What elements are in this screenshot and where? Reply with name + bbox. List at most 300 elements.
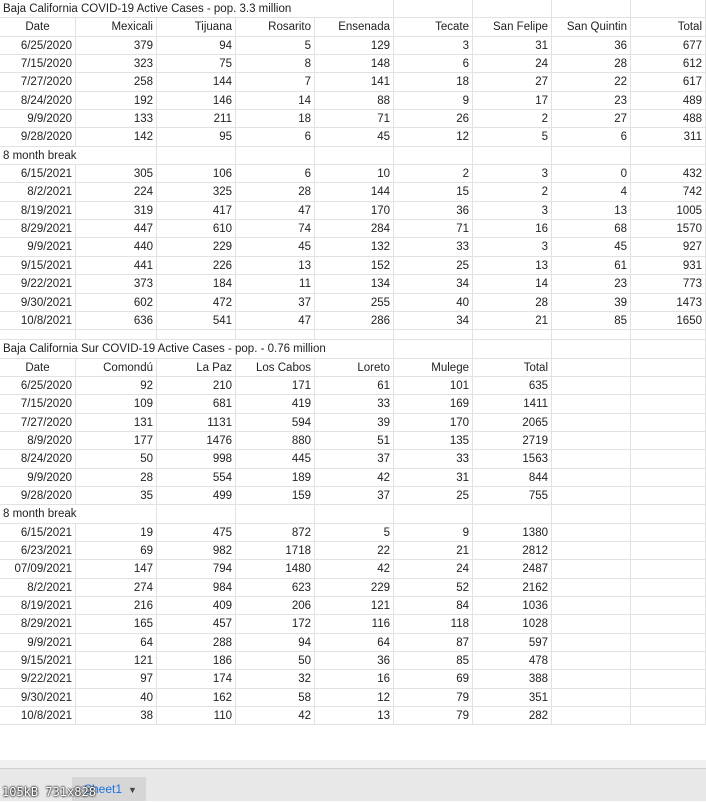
- column-header[interactable]: Mexicali: [76, 18, 157, 36]
- value-cell[interactable]: [76, 147, 157, 165]
- value-cell[interactable]: 87: [394, 634, 473, 652]
- value-cell[interactable]: [76, 505, 157, 523]
- value-cell[interactable]: 636: [76, 312, 157, 330]
- value-cell[interactable]: [552, 395, 631, 413]
- value-cell[interactable]: 27: [552, 110, 631, 128]
- cell[interactable]: [552, 340, 631, 358]
- value-cell[interactable]: 121: [76, 652, 157, 670]
- value-cell[interactable]: 142: [76, 128, 157, 146]
- value-cell[interactable]: 432: [631, 165, 706, 183]
- value-cell[interactable]: 13: [552, 202, 631, 220]
- value-cell[interactable]: 165: [76, 615, 157, 633]
- cell[interactable]: [631, 330, 706, 340]
- date-cell[interactable]: 10/8/2021: [0, 312, 76, 330]
- value-cell[interactable]: 880: [236, 432, 315, 450]
- value-cell[interactable]: 24: [394, 560, 473, 578]
- value-cell[interactable]: 216: [76, 597, 157, 615]
- value-cell[interactable]: 135: [394, 432, 473, 450]
- value-cell[interactable]: [236, 505, 315, 523]
- value-cell[interactable]: 144: [315, 183, 394, 201]
- value-cell[interactable]: 11: [236, 275, 315, 293]
- value-cell[interactable]: 94: [157, 37, 236, 55]
- value-cell[interactable]: 12: [394, 128, 473, 146]
- value-cell[interactable]: 21: [394, 542, 473, 560]
- value-cell[interactable]: 64: [315, 634, 394, 652]
- cell[interactable]: [631, 340, 706, 358]
- value-cell[interactable]: 472: [157, 294, 236, 312]
- cell[interactable]: [473, 0, 552, 18]
- value-cell[interactable]: 998: [157, 450, 236, 468]
- column-header[interactable]: Comondú: [76, 359, 157, 377]
- value-cell[interactable]: 13: [315, 707, 394, 725]
- value-cell[interactable]: 40: [76, 689, 157, 707]
- value-cell[interactable]: 24: [473, 55, 552, 73]
- value-cell[interactable]: 3: [473, 238, 552, 256]
- value-cell[interactable]: 2812: [473, 542, 552, 560]
- value-cell[interactable]: 755: [473, 487, 552, 505]
- value-cell[interactable]: 554: [157, 469, 236, 487]
- value-cell[interactable]: [315, 505, 394, 523]
- value-cell[interactable]: 189: [236, 469, 315, 487]
- value-cell[interactable]: 68: [552, 220, 631, 238]
- value-cell[interactable]: 226: [157, 257, 236, 275]
- value-cell[interactable]: [394, 147, 473, 165]
- value-cell[interactable]: 61: [552, 257, 631, 275]
- value-cell[interactable]: 33: [394, 450, 473, 468]
- cell[interactable]: [394, 340, 473, 358]
- value-cell[interactable]: [631, 487, 706, 505]
- value-cell[interactable]: 211: [157, 110, 236, 128]
- value-cell[interactable]: 379: [76, 37, 157, 55]
- date-cell[interactable]: 7/27/2020: [0, 414, 76, 432]
- value-cell[interactable]: 34: [394, 275, 473, 293]
- value-cell[interactable]: 45: [552, 238, 631, 256]
- value-cell[interactable]: 18: [236, 110, 315, 128]
- value-cell[interactable]: 38: [76, 707, 157, 725]
- value-cell[interactable]: 478: [473, 652, 552, 670]
- cell[interactable]: [394, 330, 473, 340]
- value-cell[interactable]: [394, 505, 473, 523]
- value-cell[interactable]: [631, 542, 706, 560]
- value-cell[interactable]: 26: [394, 110, 473, 128]
- value-cell[interactable]: [552, 432, 631, 450]
- value-cell[interactable]: 109: [76, 395, 157, 413]
- value-cell[interactable]: 42: [315, 469, 394, 487]
- column-header[interactable]: San Quintin: [552, 18, 631, 36]
- value-cell[interactable]: 12: [315, 689, 394, 707]
- cell[interactable]: [394, 0, 473, 18]
- value-cell[interactable]: [315, 147, 394, 165]
- value-cell[interactable]: 36: [315, 652, 394, 670]
- value-cell[interactable]: 681: [157, 395, 236, 413]
- value-cell[interactable]: 4: [552, 183, 631, 201]
- value-cell[interactable]: 129: [315, 37, 394, 55]
- value-cell[interactable]: 134: [315, 275, 394, 293]
- value-cell[interactable]: 37: [315, 487, 394, 505]
- value-cell[interactable]: 319: [76, 202, 157, 220]
- cell[interactable]: [315, 330, 394, 340]
- value-cell[interactable]: 602: [76, 294, 157, 312]
- value-cell[interactable]: [631, 469, 706, 487]
- value-cell[interactable]: 25: [394, 487, 473, 505]
- value-cell[interactable]: 13: [473, 257, 552, 275]
- value-cell[interactable]: 2: [394, 165, 473, 183]
- value-cell[interactable]: 16: [315, 670, 394, 688]
- value-cell[interactable]: 133: [76, 110, 157, 128]
- value-cell[interactable]: 45: [315, 128, 394, 146]
- date-cell[interactable]: 9/15/2021: [0, 257, 76, 275]
- value-cell[interactable]: 50: [76, 450, 157, 468]
- value-cell[interactable]: [631, 147, 706, 165]
- value-cell[interactable]: [631, 707, 706, 725]
- value-cell[interactable]: 1028: [473, 615, 552, 633]
- value-cell[interactable]: 594: [236, 414, 315, 432]
- table-title[interactable]: Baja California COVID-19 Active Cases - pop. 3.3 million: [0, 0, 315, 18]
- date-cell[interactable]: 6/25/2020: [0, 377, 76, 395]
- column-header[interactable]: Ensenada: [315, 18, 394, 36]
- value-cell[interactable]: 284: [315, 220, 394, 238]
- value-cell[interactable]: 288: [157, 634, 236, 652]
- value-cell[interactable]: 27: [473, 73, 552, 91]
- date-cell[interactable]: 9/30/2021: [0, 689, 76, 707]
- date-cell[interactable]: 8/24/2020: [0, 92, 76, 110]
- column-header[interactable]: Date: [0, 359, 76, 377]
- cell[interactable]: [76, 330, 157, 340]
- value-cell[interactable]: 5: [315, 524, 394, 542]
- value-cell[interactable]: 2065: [473, 414, 552, 432]
- value-cell[interactable]: 440: [76, 238, 157, 256]
- value-cell[interactable]: 1650: [631, 312, 706, 330]
- value-cell[interactable]: 282: [473, 707, 552, 725]
- value-cell[interactable]: 323: [76, 55, 157, 73]
- date-cell[interactable]: 8/2/2021: [0, 579, 76, 597]
- value-cell[interactable]: 617: [631, 73, 706, 91]
- value-cell[interactable]: 152: [315, 257, 394, 275]
- value-cell[interactable]: 475: [157, 524, 236, 542]
- value-cell[interactable]: 224: [76, 183, 157, 201]
- value-cell[interactable]: [631, 670, 706, 688]
- date-cell[interactable]: 9/9/2021: [0, 634, 76, 652]
- value-cell[interactable]: [552, 579, 631, 597]
- value-cell[interactable]: 169: [394, 395, 473, 413]
- value-cell[interactable]: 742: [631, 183, 706, 201]
- value-cell[interactable]: 1380: [473, 524, 552, 542]
- value-cell[interactable]: [552, 450, 631, 468]
- date-cell[interactable]: 9/28/2020: [0, 128, 76, 146]
- value-cell[interactable]: 28: [236, 183, 315, 201]
- value-cell[interactable]: 1718: [236, 542, 315, 560]
- value-cell[interactable]: 39: [552, 294, 631, 312]
- value-cell[interactable]: 141: [315, 73, 394, 91]
- value-cell[interactable]: 6: [236, 165, 315, 183]
- value-cell[interactable]: 2719: [473, 432, 552, 450]
- value-cell[interactable]: 351: [473, 689, 552, 707]
- value-cell[interactable]: 85: [552, 312, 631, 330]
- value-cell[interactable]: 1005: [631, 202, 706, 220]
- date-cell[interactable]: 9/28/2020: [0, 487, 76, 505]
- value-cell[interactable]: 74: [236, 220, 315, 238]
- value-cell[interactable]: 14: [473, 275, 552, 293]
- value-cell[interactable]: 274: [76, 579, 157, 597]
- column-header[interactable]: [631, 359, 706, 377]
- cell[interactable]: [473, 330, 552, 340]
- chevron-down-icon[interactable]: ▼: [128, 785, 137, 795]
- value-cell[interactable]: 186: [157, 652, 236, 670]
- value-cell[interactable]: 61: [315, 377, 394, 395]
- value-cell[interactable]: 172: [236, 615, 315, 633]
- value-cell[interactable]: [473, 147, 552, 165]
- date-cell[interactable]: 6/15/2021: [0, 524, 76, 542]
- value-cell[interactable]: 88: [315, 92, 394, 110]
- value-cell[interactable]: 8: [236, 55, 315, 73]
- value-cell[interactable]: 1131: [157, 414, 236, 432]
- value-cell[interactable]: 192: [76, 92, 157, 110]
- value-cell[interactable]: 229: [315, 579, 394, 597]
- value-cell[interactable]: [552, 707, 631, 725]
- value-cell[interactable]: 79: [394, 707, 473, 725]
- value-cell[interactable]: 170: [315, 202, 394, 220]
- column-header[interactable]: San Felipe: [473, 18, 552, 36]
- value-cell[interactable]: [631, 634, 706, 652]
- value-cell[interactable]: [552, 597, 631, 615]
- date-cell[interactable]: 6/25/2020: [0, 37, 76, 55]
- value-cell[interactable]: [631, 414, 706, 432]
- value-cell[interactable]: 9: [394, 524, 473, 542]
- value-cell[interactable]: 2: [473, 183, 552, 201]
- date-cell[interactable]: 8/29/2021: [0, 220, 76, 238]
- value-cell[interactable]: 7: [236, 73, 315, 91]
- column-header[interactable]: Date: [0, 18, 76, 36]
- value-cell[interactable]: 42: [236, 707, 315, 725]
- value-cell[interactable]: [552, 560, 631, 578]
- value-cell[interactable]: 148: [315, 55, 394, 73]
- value-cell[interactable]: 5: [236, 37, 315, 55]
- value-cell[interactable]: 635: [473, 377, 552, 395]
- value-cell[interactable]: 612: [631, 55, 706, 73]
- value-cell[interactable]: [236, 147, 315, 165]
- value-cell[interactable]: 37: [315, 450, 394, 468]
- value-cell[interactable]: 32: [236, 670, 315, 688]
- value-cell[interactable]: [157, 147, 236, 165]
- value-cell[interactable]: [552, 524, 631, 542]
- value-cell[interactable]: 97: [76, 670, 157, 688]
- value-cell[interactable]: 171: [236, 377, 315, 395]
- break-label[interactable]: 8 month break: [0, 505, 76, 523]
- value-cell[interactable]: 9: [394, 92, 473, 110]
- column-header[interactable]: Tijuana: [157, 18, 236, 36]
- value-cell[interactable]: 92: [76, 377, 157, 395]
- value-cell[interactable]: 35: [76, 487, 157, 505]
- value-cell[interactable]: [631, 377, 706, 395]
- value-cell[interactable]: 170: [394, 414, 473, 432]
- value-cell[interactable]: 409: [157, 597, 236, 615]
- value-cell[interactable]: 28: [76, 469, 157, 487]
- value-cell[interactable]: 931: [631, 257, 706, 275]
- value-cell[interactable]: 10: [315, 165, 394, 183]
- value-cell[interactable]: 1473: [631, 294, 706, 312]
- cell[interactable]: [0, 330, 76, 340]
- date-cell[interactable]: 8/19/2021: [0, 202, 76, 220]
- column-header[interactable]: Total: [631, 18, 706, 36]
- value-cell[interactable]: 3: [473, 202, 552, 220]
- value-cell[interactable]: 258: [76, 73, 157, 91]
- value-cell[interactable]: 39: [315, 414, 394, 432]
- value-cell[interactable]: 419: [236, 395, 315, 413]
- value-cell[interactable]: 373: [76, 275, 157, 293]
- cell[interactable]: [236, 330, 315, 340]
- value-cell[interactable]: 121: [315, 597, 394, 615]
- value-cell[interactable]: 184: [157, 275, 236, 293]
- value-cell[interactable]: 1570: [631, 220, 706, 238]
- value-cell[interactable]: 52: [394, 579, 473, 597]
- value-cell[interactable]: 58: [236, 689, 315, 707]
- value-cell[interactable]: 147: [76, 560, 157, 578]
- value-cell[interactable]: 3: [473, 165, 552, 183]
- value-cell[interactable]: [552, 487, 631, 505]
- value-cell[interactable]: 2: [473, 110, 552, 128]
- value-cell[interactable]: 144: [157, 73, 236, 91]
- value-cell[interactable]: 610: [157, 220, 236, 238]
- value-cell[interactable]: 71: [394, 220, 473, 238]
- value-cell[interactable]: 6: [236, 128, 315, 146]
- value-cell[interactable]: [631, 579, 706, 597]
- value-cell[interactable]: 110: [157, 707, 236, 725]
- value-cell[interactable]: [473, 505, 552, 523]
- date-cell[interactable]: 9/9/2021: [0, 238, 76, 256]
- value-cell[interactable]: 132: [315, 238, 394, 256]
- value-cell[interactable]: 33: [315, 395, 394, 413]
- value-cell[interactable]: 1563: [473, 450, 552, 468]
- value-cell[interactable]: 51: [315, 432, 394, 450]
- value-cell[interactable]: 69: [394, 670, 473, 688]
- value-cell[interactable]: 927: [631, 238, 706, 256]
- value-cell[interactable]: 255: [315, 294, 394, 312]
- value-cell[interactable]: 23: [552, 92, 631, 110]
- column-header[interactable]: Total: [473, 359, 552, 377]
- cell[interactable]: [552, 0, 631, 18]
- value-cell[interactable]: 325: [157, 183, 236, 201]
- cell[interactable]: [473, 340, 552, 358]
- value-cell[interactable]: 2487: [473, 560, 552, 578]
- date-cell[interactable]: 9/15/2021: [0, 652, 76, 670]
- value-cell[interactable]: 445: [236, 450, 315, 468]
- value-cell[interactable]: [552, 634, 631, 652]
- date-cell[interactable]: 9/22/2021: [0, 670, 76, 688]
- date-cell[interactable]: 8/9/2020: [0, 432, 76, 450]
- value-cell[interactable]: 101: [394, 377, 473, 395]
- date-cell[interactable]: 7/15/2020: [0, 55, 76, 73]
- value-cell[interactable]: 872: [236, 524, 315, 542]
- cell[interactable]: [631, 0, 706, 18]
- value-cell[interactable]: 0: [552, 165, 631, 183]
- value-cell[interactable]: 488: [631, 110, 706, 128]
- date-cell[interactable]: 9/9/2020: [0, 110, 76, 128]
- value-cell[interactable]: [552, 652, 631, 670]
- value-cell[interactable]: 489: [631, 92, 706, 110]
- value-cell[interactable]: 94: [236, 634, 315, 652]
- value-cell[interactable]: 36: [394, 202, 473, 220]
- value-cell[interactable]: 6: [552, 128, 631, 146]
- value-cell[interactable]: 441: [76, 257, 157, 275]
- value-cell[interactable]: 597: [473, 634, 552, 652]
- value-cell[interactable]: 984: [157, 579, 236, 597]
- cell[interactable]: [315, 0, 394, 18]
- value-cell[interactable]: 1411: [473, 395, 552, 413]
- column-header[interactable]: Rosarito: [236, 18, 315, 36]
- date-cell[interactable]: 7/15/2020: [0, 395, 76, 413]
- value-cell[interactable]: [631, 505, 706, 523]
- value-cell[interactable]: 45: [236, 238, 315, 256]
- value-cell[interactable]: 106: [157, 165, 236, 183]
- value-cell[interactable]: [631, 597, 706, 615]
- column-header[interactable]: Mulege: [394, 359, 473, 377]
- value-cell[interactable]: 19: [76, 524, 157, 542]
- value-cell[interactable]: [552, 377, 631, 395]
- value-cell[interactable]: 22: [315, 542, 394, 560]
- date-cell[interactable]: 9/22/2021: [0, 275, 76, 293]
- value-cell[interactable]: 15: [394, 183, 473, 201]
- column-header[interactable]: [552, 359, 631, 377]
- horizontal-scrollbar[interactable]: [0, 760, 706, 768]
- value-cell[interactable]: 2162: [473, 579, 552, 597]
- date-cell[interactable]: 9/30/2021: [0, 294, 76, 312]
- value-cell[interactable]: [631, 652, 706, 670]
- value-cell[interactable]: [552, 689, 631, 707]
- value-cell[interactable]: 3: [394, 37, 473, 55]
- value-cell[interactable]: [552, 505, 631, 523]
- value-cell[interactable]: [552, 615, 631, 633]
- cell[interactable]: [552, 330, 631, 340]
- value-cell[interactable]: 36: [552, 37, 631, 55]
- value-cell[interactable]: 71: [315, 110, 394, 128]
- value-cell[interactable]: 982: [157, 542, 236, 560]
- value-cell[interactable]: [631, 615, 706, 633]
- value-cell[interactable]: 25: [394, 257, 473, 275]
- column-header[interactable]: Los Cabos: [236, 359, 315, 377]
- date-cell[interactable]: 10/8/2021: [0, 707, 76, 725]
- column-header[interactable]: Tecate: [394, 18, 473, 36]
- value-cell[interactable]: 64: [76, 634, 157, 652]
- value-cell[interactable]: 447: [76, 220, 157, 238]
- value-cell[interactable]: 84: [394, 597, 473, 615]
- table-title[interactable]: Baja California Sur COVID-19 Active Cases - pop. - 0.76 million: [0, 340, 315, 358]
- value-cell[interactable]: [631, 689, 706, 707]
- value-cell[interactable]: 79: [394, 689, 473, 707]
- value-cell[interactable]: 305: [76, 165, 157, 183]
- value-cell[interactable]: 40: [394, 294, 473, 312]
- value-cell[interactable]: [631, 524, 706, 542]
- value-cell[interactable]: 5: [473, 128, 552, 146]
- date-cell[interactable]: 8/2/2021: [0, 183, 76, 201]
- value-cell[interactable]: 42: [315, 560, 394, 578]
- value-cell[interactable]: 1476: [157, 432, 236, 450]
- value-cell[interactable]: 50: [236, 652, 315, 670]
- value-cell[interactable]: 31: [473, 37, 552, 55]
- value-cell[interactable]: 229: [157, 238, 236, 256]
- value-cell[interactable]: 146: [157, 92, 236, 110]
- value-cell[interactable]: 844: [473, 469, 552, 487]
- date-cell[interactable]: 8/24/2020: [0, 450, 76, 468]
- value-cell[interactable]: 28: [552, 55, 631, 73]
- value-cell[interactable]: [552, 414, 631, 432]
- date-cell[interactable]: 7/27/2020: [0, 73, 76, 91]
- value-cell[interactable]: 23: [552, 275, 631, 293]
- value-cell[interactable]: 95: [157, 128, 236, 146]
- value-cell[interactable]: 6: [394, 55, 473, 73]
- date-cell[interactable]: 8/19/2021: [0, 597, 76, 615]
- value-cell[interactable]: 1480: [236, 560, 315, 578]
- value-cell[interactable]: 21: [473, 312, 552, 330]
